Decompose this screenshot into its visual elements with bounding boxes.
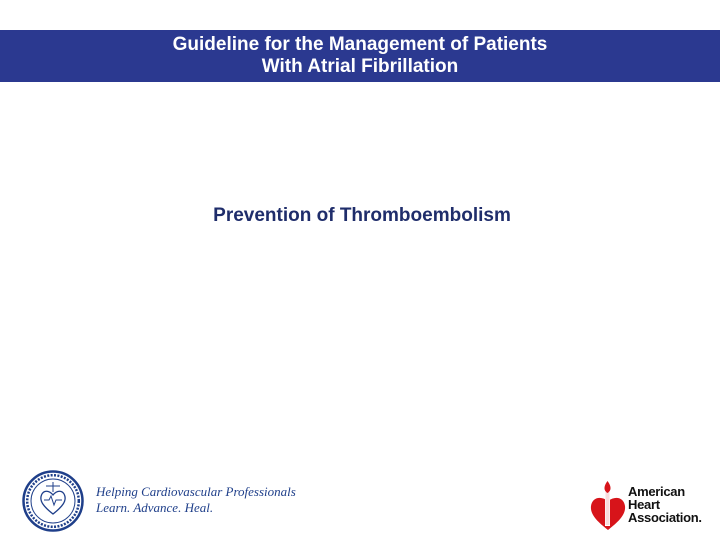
aha-line-2: Heart [628,497,660,512]
aha-line-1: American [628,484,685,499]
acc-tagline-line-2: Learn. Advance. Heal. [96,500,214,515]
aha-wordmark [628,485,702,524]
acc-tagline-line-1: Helping Cardiovascular Professionals [96,484,296,499]
title-line-2: With Atrial Fibrillation [261,56,459,77]
aha-line-3: Association. [628,510,702,525]
title-line-1: Guideline for the Management of Patients [172,34,548,55]
slide-subtitle: Prevention of Thromboembolism [213,205,511,226]
acc-tagline [96,484,296,516]
acc-seal-logo [22,470,84,532]
header-band [0,30,720,82]
